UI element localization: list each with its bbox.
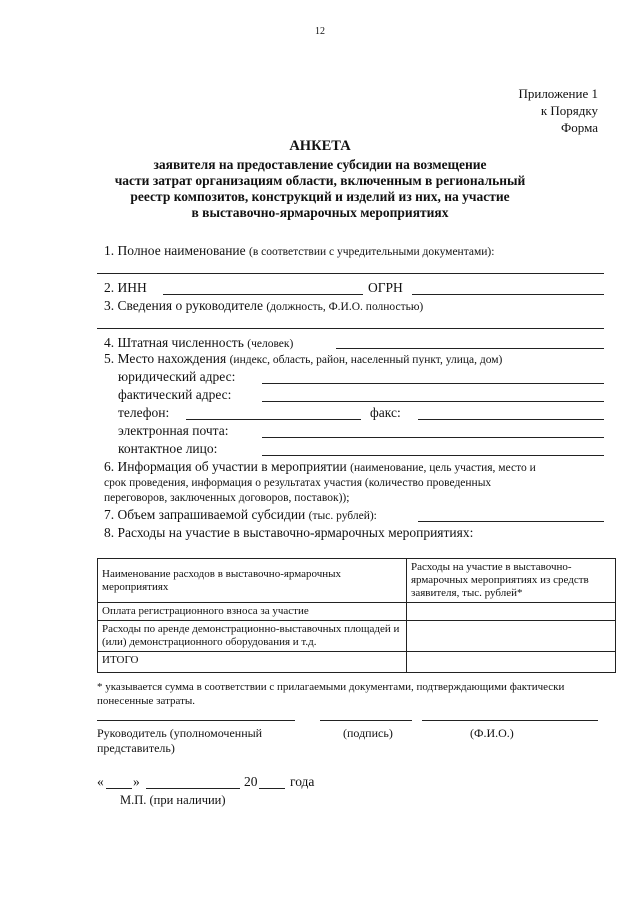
date-year-prefix: 20 (244, 774, 258, 789)
annex-line-2: к Порядку (540, 103, 598, 118)
actual-address-blank[interactable] (262, 401, 604, 402)
phone-label: телефон: (118, 405, 170, 420)
table-value-cell[interactable] (407, 603, 616, 621)
field-3 (104, 298, 423, 314)
field-5-label: 5. Место нахождения (104, 351, 227, 366)
annex-line-3: Форма (561, 120, 598, 135)
field-5-note: (индекс, область, район, населенный пункт, улица, дом) (229, 354, 503, 366)
field-4-blank[interactable] (336, 348, 604, 349)
table-value-cell[interactable] (407, 652, 616, 673)
contact-label: контактное лицо: (118, 441, 218, 456)
table-row (98, 621, 616, 652)
signature-caption: (подпись) (343, 726, 393, 740)
contact-blank[interactable] (262, 455, 604, 456)
field-6-note-3: переговоров, заключенных договоров, поставок)); (104, 492, 350, 504)
fax-label: факс: (370, 405, 401, 420)
table-row (98, 603, 616, 621)
ogrn-label: ОГРН (368, 280, 403, 295)
legal-address-blank[interactable] (262, 383, 604, 384)
table-value-cell[interactable] (407, 621, 616, 652)
table-header-row (98, 559, 616, 603)
signature-blank[interactable] (320, 720, 412, 721)
field-1-blank[interactable] (97, 273, 604, 274)
fio-caption: (Ф.И.О.) (470, 726, 514, 740)
date-open-quote: « (97, 774, 104, 789)
date-year-suffix: года (290, 774, 315, 789)
title-line-1: заявителя на предоставление субсидии на возмещение (153, 157, 487, 172)
email-label: электронная почта: (118, 423, 229, 438)
title-line-2: части затрат организациям области, включенным в региональный (114, 173, 526, 188)
field-5 (104, 351, 502, 367)
stamp-label: М.П. (при наличии) (120, 793, 226, 807)
field-1-note: (в соответствии с учредительными документами): (249, 246, 495, 258)
ogrn-blank[interactable] (412, 294, 604, 295)
field-7-blank[interactable] (418, 521, 604, 522)
field-8-label: 8. Расходы на участие в выставочно-ярмарочных мероприятиях: (104, 525, 474, 540)
field-7-note: (тыс. рублей): (308, 510, 377, 522)
field-6-label: 6. Информация об участии в мероприятии (104, 459, 347, 474)
head-signature-blank[interactable] (97, 720, 295, 721)
phone-blank[interactable] (186, 419, 361, 420)
table-cell-total: ИТОГО (98, 652, 407, 673)
fio-blank[interactable] (422, 720, 598, 721)
footnote: * указывается сумма в соответствии с прилагаемыми документами, подтверждающими фактически понесенные затраты. (97, 681, 565, 707)
title-line-4: в выставочно-ярмарочных мероприятиях (191, 205, 449, 220)
date-month-blank[interactable] (146, 788, 240, 789)
field-3-blank[interactable] (97, 328, 604, 329)
page-number: 12 (315, 26, 325, 37)
field-3-note: (должность, Ф.И.О. полностью) (266, 301, 424, 313)
annex-line-1: Приложение 1 (518, 86, 598, 101)
date-day-blank[interactable] (106, 788, 132, 789)
field-4-label: 4. Штатная численность (104, 335, 244, 350)
head-label-1: Руководитель (уполномоченный (97, 726, 263, 740)
inn-blank[interactable] (163, 294, 363, 295)
field-6 (104, 459, 536, 475)
table-header-cell: Расходы на участие в выставочно-ярмарочных мероприятиях из средств заявителя, тыс. рублей* (407, 559, 616, 603)
actual-address-label: фактический адрес: (118, 387, 232, 402)
document-title: АНКЕТА (289, 138, 351, 154)
date-year-blank[interactable] (259, 788, 285, 789)
table-cell: Расходы по аренде демонстрационно-выставочных площадей и (или) демонстрационного оборудования и т.д. (98, 621, 407, 652)
date-close-quote: » (133, 774, 140, 789)
field-6-note-1: (наименование, цель участия, место и (350, 462, 536, 474)
field-6-note-2: срок проведения, информация о результатах участия (количество проведенных (104, 477, 492, 489)
title-line-3: реестр композитов, конструкций и изделий из них, на участие (130, 189, 510, 204)
legal-address-label: юридический адрес: (118, 369, 236, 384)
inn-label: 2. ИНН (104, 280, 147, 295)
table-cell: Оплата регистрационного взноса за участие (98, 603, 407, 621)
field-1 (104, 243, 494, 259)
expenses-table (97, 558, 616, 673)
head-label-2: представитель) (97, 741, 175, 755)
field-4 (104, 335, 293, 351)
field-3-label: 3. Сведения о руководителе (104, 298, 263, 313)
field-7 (104, 507, 377, 523)
table-row (98, 652, 616, 673)
table-header-cell: Наименование расходов в выставочно-ярмарочных мероприятиях (98, 559, 407, 603)
field-7-label: 7. Объем запрашиваемой субсидии (104, 507, 306, 522)
field-1-label: 1. Полное наименование (104, 243, 246, 258)
fax-blank[interactable] (418, 419, 604, 420)
email-blank[interactable] (262, 437, 604, 438)
field-4-note: (человек) (247, 338, 294, 350)
